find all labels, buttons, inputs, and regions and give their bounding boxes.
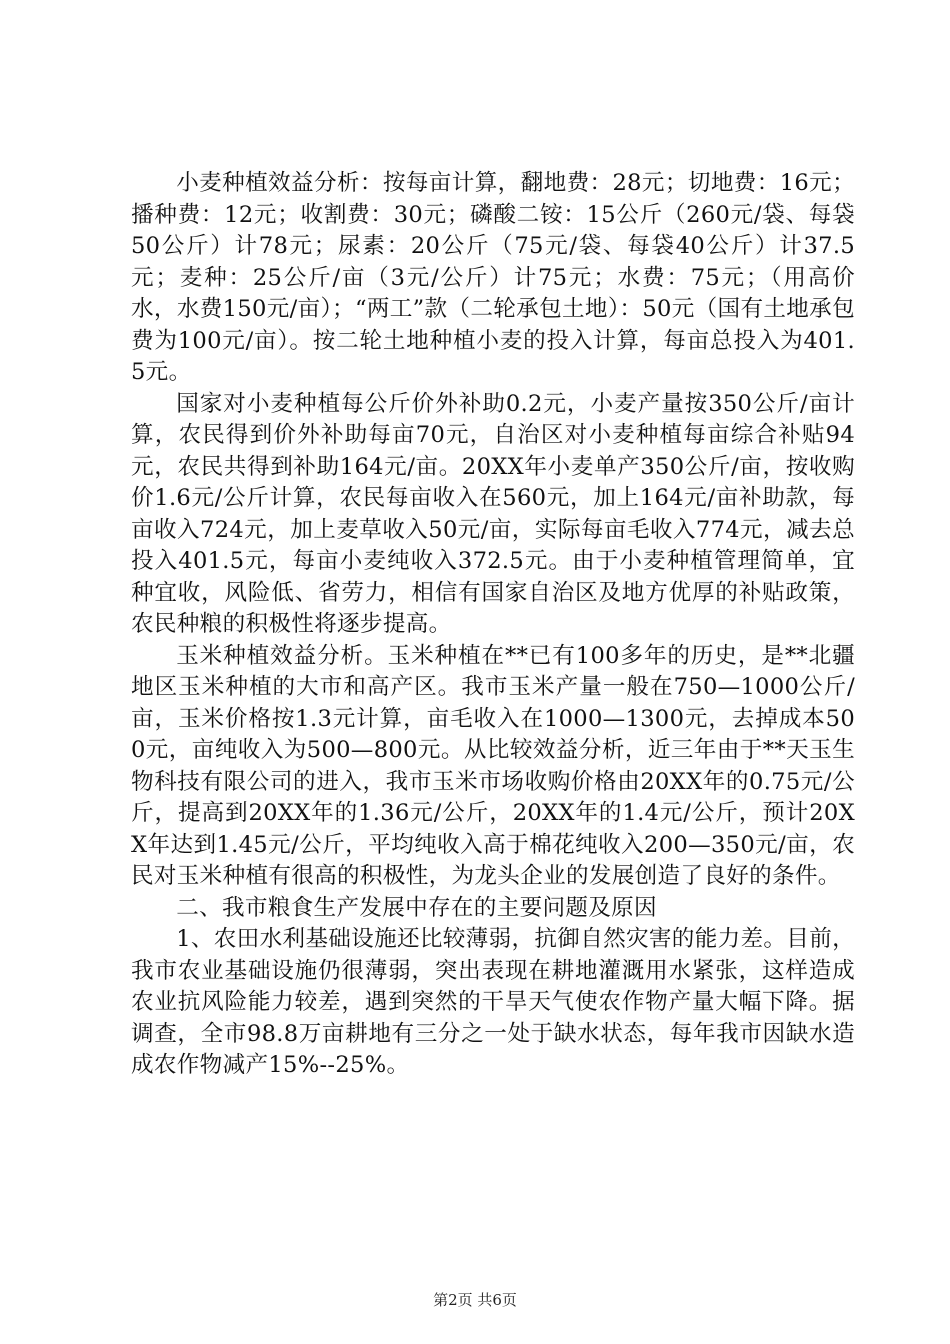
section-heading-problems: 二、我市粮食生产发展中存在的主要问题及原因 <box>176 894 657 921</box>
paragraph-irrigation-problem: 1、农田水利基础设施还比较薄弱，抗御自然灾害的能力差。目前，我市农业基础设施仍很薄弱，突出表现在耕地灌溉用水紧张，这样造成农业抗风险能力较差，遇到突然的干旱天气使农作物产量大幅下降。据调查，全市98.8万亩耕地有三分之一处于缺水状态，每年我市因缺水造成农作物减产15%--25%。 <box>131 926 855 1078</box>
paragraph-corn-benefit: 玉米种植效益分析。玉米种植在**已有100多年的历史，是**北疆地区玉米种植的大市和高产区。我市玉米产量一般在750—1000公斤/亩，玉米价格按1.3元计算，亩毛收入在1000—1300元，去掉成本500元，亩纯收入为500—800元。从比较效益分析，近三年由于**天玉生物科技有限公司的进入，我市玉米市场收购价格由20XX年的0.75元/公斤，提高到20XX年的1.36元/公斤，20XX年的1.4元/公斤，预计20XX年达到1.45元/公斤，平均纯收入高于棉花纯收入200—350元/亩，农民对玉米种植有很高的积极性，为龙头企业的发展创造了良好的条件。 <box>131 642 855 889</box>
document-body <box>131 168 855 1082</box>
paragraph-wheat-benefit: 小麦种植效益分析：按每亩计算，翻地费：28元；切地费：16元；播种费：12元；收割费：30元；磷酸二铵：15公斤（260元/袋、每袋50公斤）计78元；尿素：20公斤（75元/袋、每袋40公斤）计37.5元；麦种：25公斤/亩（3元/公斤）计75元；水费：75元；（用高价水，水费150元/亩）；“两工”款（二轮承包土地）：50元（国有土地承包费为100元/亩）。按二轮土地种植小麦的投入计算，每亩总投入为401.5元。 <box>131 170 855 385</box>
page-footer: 第2页 共6页 <box>433 1291 517 1309</box>
paragraph-wheat-subsidy: 国家对小麦种植每公斤价外补助0.2元，小麦产量按350公斤/亩计算，农民得到价外补助每亩70元，自治区对小麦种植每亩综合补贴94元，农民共得到补助164元/亩。20XX年小麦单产350公斤/亩，按收购价1.6元/公斤计算，农民每亩收入在560元，加上164元/亩补助款，每亩收入724元，加上麦草收入50元/亩，实际每亩毛收入774元，减去总投入401.5元，每亩小麦纯收入372.5元。由于小麦种植管理简单，宜种宜收，风险低、省劳力，相信有国家自治区及地方优厚的补贴政策，农民种粮的积极性将逐步提高。 <box>131 390 855 637</box>
